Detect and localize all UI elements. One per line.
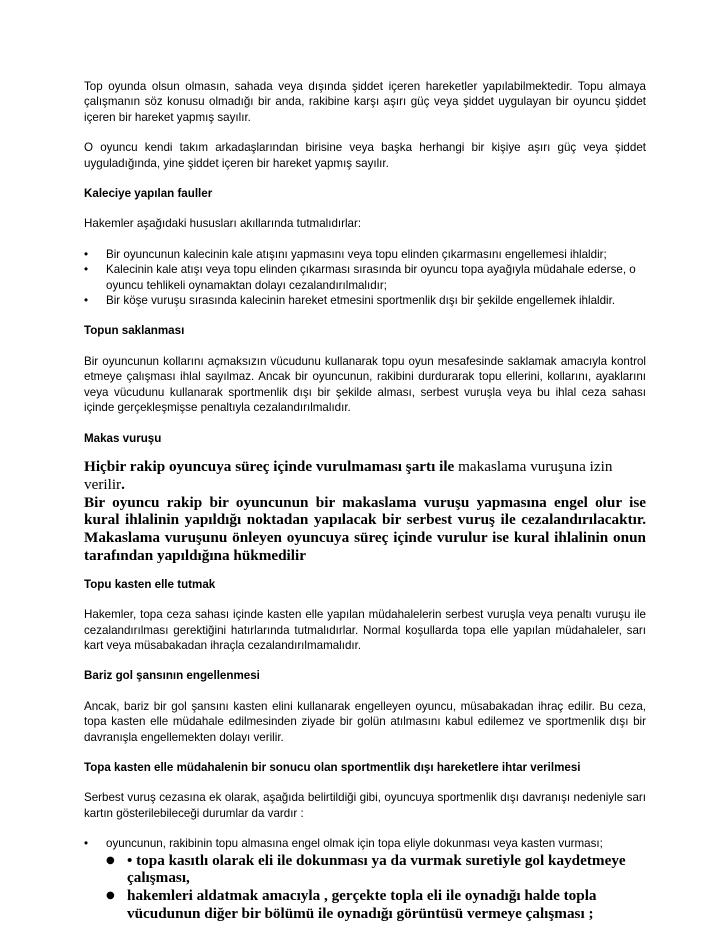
heading-screening: Topun saklanması: [84, 324, 185, 338]
bullet-icon: ●: [106, 854, 115, 866]
list-item: • oyuncunun, rakibinin topu almasına engel olmak için topa eliyle dokunması veya kasten vurması;: [84, 837, 603, 851]
handball-text: Hakemler, topa ceza sahası içinde kasten elle yapılan müdahalelerin serbest vuruşla veya penaltı vuruşu ile cezalandırılması gerektiğini hatırlarında tutmalıdırlar. Normal koşullarda topa elle yapılan müdahaleler, sarı kart veya müsabakadan ihraçla cezalandırılmamalıdır.: [84, 608, 646, 652]
bullet-icon: •: [84, 263, 89, 277]
paragraph-violent-teammate: O oyuncu kendi takım arkadaşlarından birisine veya başka herhangi bir kişiye aşırı güç veya şiddet uyguladığında, yine şiddet içeren bir hareket yapmış sayılır.: [84, 141, 646, 170]
list-item: • Kalecinin kale atışı veya topu elinden çıkarması sırasında bir oyuncu topa ayağıyla müdahale ederse, o oyuncu tehlikeli oynamaktan dolayı cezalandırılmalıdır;: [84, 263, 636, 292]
document-page: [84, 79, 646, 923]
list-item: ● • topa kasıtlı olarak eli ile dokunması ya da vurmak suretiyle gol kaydetmeye çalışması,: [106, 851, 626, 887]
list-item: • Bir oyuncunun kalecinin kale atışını yapmasını veya topu elinden çıkarmasını engellemesi ihlaldir;: [84, 247, 607, 261]
bullet-icon: •: [84, 294, 89, 308]
scissor-text: Bir oyuncu rakip bir oyuncunun bir makaslama vuruşu yapmasına engel olur ise kural ihlalinin yapıldığı noktadan yapılacak bir serbest vuruş ile cezalandırılacaktır. Makaslama vuruşunu önleyen oyuncuya süreç içinde vurulur ise kural ihlalinin onun tarafından yapıldığına hükmedilir: [84, 493, 646, 564]
paragraph-violent-conduct: Top oyunda olsun olmasın, sahada veya dışında şiddet içeren hareketler yapılabilmektedir. Topu almaya çalışmanın söz konusu olmadığı bir anda, rakibine karşı aşırı güç veya şiddet uygulayan bir oyuncu şiddet içeren bir hareket yapmış sayılır.: [84, 80, 646, 124]
list-item: • Bir köşe vuruşu sırasında kalecinin hareket etmesini sportmenlik dışı bir şekilde engellemek ihlaldir.: [84, 294, 616, 308]
scissor-rule: [84, 458, 646, 565]
goalkeeper-list: [84, 247, 646, 309]
caution-text: Serbest vuruş cezasına ek olarak, aşağıda belirtildiği gibi, oyuncuya sportmenlik dışı davranışı nedeniyle sarı kartın gösterilebileceği durumlar da vardır :: [84, 791, 646, 820]
caution-list: [84, 836, 646, 851]
bullet-icon: •: [84, 247, 89, 261]
bullet-icon: ●: [106, 890, 115, 902]
heading-goalkeeper-fouls: Kaleciye yapılan fauller: [84, 187, 213, 201]
goalkeeper-intro: Hakemler aşağıdaki hususları akıllarında tutmalıdırlar:: [84, 217, 362, 231]
dogso-text: Ancak, bariz bir gol şansını kasten elini kullanarak engelleyen oyuncu, müsabakadan ihraç edilir. Bu ceza, topa kasten elle müdahale edilmesinden ziyade bir golün atılmasını kabul edilemez ve sportmenlik dışı bir davranışla engellemekten dolayı verilir.: [84, 699, 646, 744]
bullet-icon: •: [84, 837, 89, 851]
scissor-line1: Hiçbir rakip oyuncuya süreç içinde vurulmaması şartı ile makaslama vuruşuna izin verilir.: [84, 457, 613, 493]
heading-scissor-kick: Makas vuruşu: [84, 431, 162, 445]
list-item: ● hakemleri aldatmak amacıyla , gerçekte topla eli ile oynadığı halde topla vücudunun diğer bir bölümü ile oynadığı görüntüsü vermeye çalışması ;: [106, 887, 597, 922]
heading-caution: Topa kasten elle müdahalenin bir sonucu olan sportmentlik dışı hareketlere ihtar verilmesi: [84, 760, 581, 774]
heading-handball: Topu kasten elle tutmak: [84, 577, 216, 591]
caution-sublist: [84, 852, 646, 923]
heading-dogso: Bariz gol şansının engellenmesi: [84, 669, 260, 683]
screening-text: Bir oyuncunun kollarını açmaksızın vücudunu kullanarak topu oyun mesafesinde saklamak amacıyla kontrol etmeye çalışması ihlal sayılmaz. Ancak bir oyuncunun, rakibini durdurarak topu ellerini, kollarını, ayaklarını veya vücudunu kullanarak sportmenlik dışı bir şekilde alması, serbest vuruşla veya bu ihlal ceza sahası içinde gerçekleşmişse penaltıyla cezalandırılmalıdır.: [84, 354, 646, 415]
